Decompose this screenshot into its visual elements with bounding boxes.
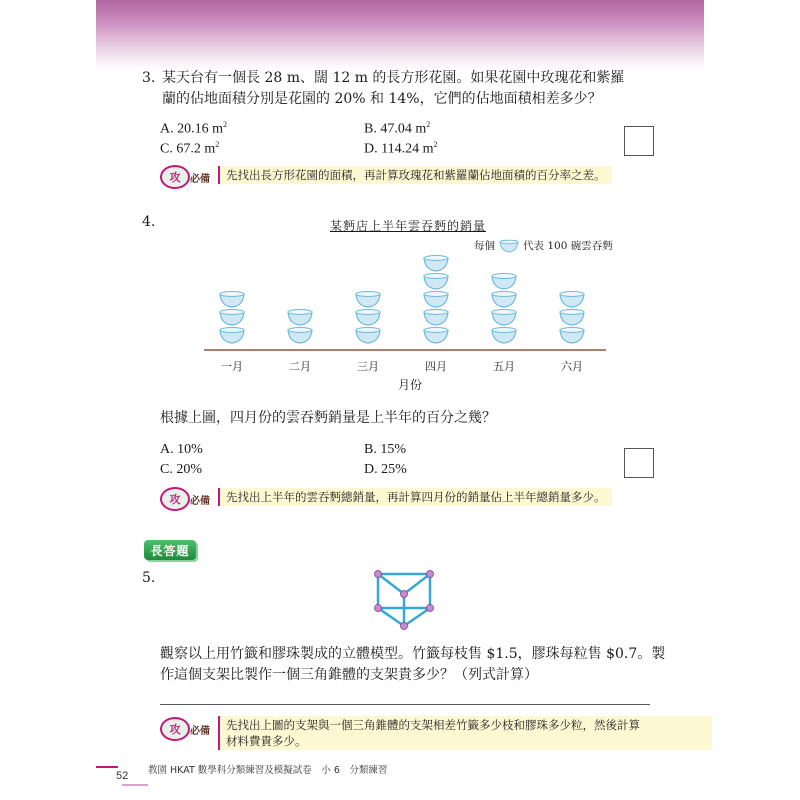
prism-model-diagram xyxy=(368,566,440,638)
bowl-icon xyxy=(424,256,448,272)
q4-option-c[interactable]: C. 20% xyxy=(160,462,203,477)
q5-line-1: 觀察以上用竹籤和膠珠製成的立體模型。竹籤每枝售 $1.5，膠珠每粒售 $0.7。製 xyxy=(160,646,666,662)
q3-number: 3. xyxy=(142,70,156,86)
q3-option-c[interactable]: C. 67.2 $m^2$ xyxy=(160,140,220,157)
page-number: 52 xyxy=(116,770,129,782)
pictograph-chart xyxy=(196,250,616,390)
q3-option-d[interactable]: D. 114.24 $m^2$ xyxy=(364,140,438,157)
footer-text: 教園 HKAT 數學科分類練習及模擬試卷 小 6 分類練習 xyxy=(148,765,388,776)
q4-answer-box[interactable] xyxy=(624,448,654,478)
bowl-icon xyxy=(560,328,584,344)
q4-option-d[interactable]: D. 25% xyxy=(364,462,407,477)
q3-option-a[interactable]: A. 20.16 $m^2$ xyxy=(160,120,228,137)
legend-prefix: 每個 xyxy=(474,240,495,252)
q3-option-b[interactable]: B. 47.04 $m^2$ xyxy=(364,120,431,137)
bowl-icon xyxy=(288,328,312,344)
bowl-icon xyxy=(492,292,516,308)
bowl-icon xyxy=(288,310,312,326)
pictograph-bowls xyxy=(220,256,584,344)
q4-hint xyxy=(160,486,612,508)
bowl-icon xyxy=(356,328,380,344)
page xyxy=(96,0,704,800)
q4-number: 4. xyxy=(142,214,156,230)
q5-text xyxy=(160,644,700,686)
chart-category-labels xyxy=(221,360,583,373)
bowl-icon xyxy=(220,328,244,344)
footer-rule-2 xyxy=(122,784,148,786)
category-label: 五月 xyxy=(493,360,515,373)
bowl-icon xyxy=(492,328,516,344)
q5-hint-text: 先找出上圖的支架與一個三角錐體的支架相差竹籤多少枝和膠珠多少粒，然後計算 材料費貴多少。 xyxy=(218,716,712,750)
bowl-icon xyxy=(492,310,516,326)
bowl-icon xyxy=(424,274,448,290)
hint-badge-icon: 攻 必備 xyxy=(160,164,218,186)
category-label: 六月 xyxy=(561,360,583,373)
q3-hint-text: 先找出長方形花園的面積，再計算玫瑰花和紫羅蘭佔地面積的百分率之差。 xyxy=(218,166,612,184)
q4-hint-text: 先找出上半年的雲吞麪總銷量，再計算四月份的銷量佔上半年總銷量多少。 xyxy=(218,488,612,506)
header-banner xyxy=(96,0,704,70)
bowl-icon xyxy=(424,292,448,308)
q5-line-2: 作這個支架比製作一個三角錐體的支架貴多少？（列式計算） xyxy=(160,667,538,683)
q4-question: 根據上圖，四月份的雲吞麪銷量是上半年的百分之幾？ xyxy=(160,410,496,426)
bowl-icon xyxy=(220,310,244,326)
answer-line[interactable] xyxy=(160,704,650,705)
bowl-icon xyxy=(424,310,448,326)
q3-hint xyxy=(160,164,612,186)
q3-line-2: 蘭的佔地面積分別是花園的 20% 和 14%，它們的佔地面積相差多少？ xyxy=(162,91,602,107)
footer-rule xyxy=(96,766,118,768)
q5-number: 5. xyxy=(142,570,156,586)
category-label: 四月 xyxy=(425,360,447,373)
category-label: 一月 xyxy=(221,360,243,373)
q5-hint xyxy=(160,716,712,750)
hint-badge-icon: 攻 必備 xyxy=(160,716,218,738)
chart-x-label: 月份 xyxy=(398,378,423,392)
q3-line-1: 某天台有一個長 28 m、闊 12 m 的長方形花園。如果花園中玫瑰花和紫羅 xyxy=(162,70,625,86)
q4-option-b[interactable]: B. 15% xyxy=(364,442,407,457)
bowl-icon xyxy=(220,292,244,308)
bowl-icon xyxy=(356,310,380,326)
category-label: 三月 xyxy=(357,360,379,373)
bowl-icon xyxy=(492,274,516,290)
hint-badge-icon: 攻 必備 xyxy=(160,486,218,508)
q3-answer-box[interactable] xyxy=(624,126,654,156)
section-long-answer: 長答題 xyxy=(144,540,196,560)
q3-text xyxy=(162,68,682,110)
bowl-icon xyxy=(560,310,584,326)
category-label: 二月 xyxy=(289,360,311,373)
legend-suffix: 代表 100 碗雲吞麪 xyxy=(523,240,613,252)
bowl-icon xyxy=(560,292,584,308)
bowl-icon xyxy=(356,292,380,308)
q4-option-a[interactable]: A. 10% xyxy=(160,442,203,457)
chart-title: 某麪店上半年雲吞麪的銷量 xyxy=(330,219,487,233)
bowl-icon xyxy=(424,328,448,344)
